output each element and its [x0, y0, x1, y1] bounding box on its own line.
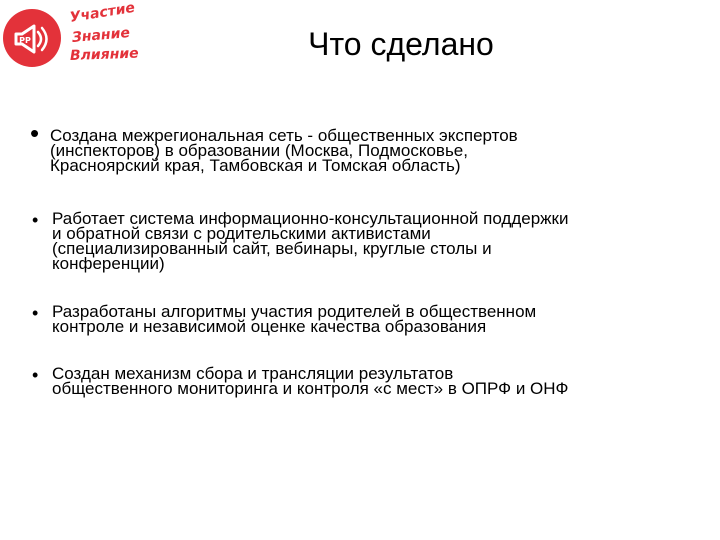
logo-text-participation: Участие: [68, 0, 137, 26]
bullet-marker: •: [32, 303, 39, 323]
bullet-text: Создан механизм сбора и трансляции результатов общественного мониторинга и контроля «с мест» в ОПРФ и ОНФ: [52, 364, 569, 398]
logo-badge: РР: [19, 36, 31, 45]
bullet-marker: •: [32, 365, 39, 385]
bullet-marker: •: [32, 210, 39, 230]
bullet-text: Работает система информационно-консультационной поддержки и обратной связи с родительскими активистами (специализированный сайт, вебинары, круглые столы и конференции): [52, 209, 569, 273]
bullet-text: Создана межрегиональная сеть - общественных экспертов (инспекторов) в образовании (Москва, Подмосковье, Красноярский края, Тамбовская и Томская область): [50, 126, 518, 175]
logo-text-knowledge: Знание: [71, 24, 131, 46]
logo-text-influence: Влияние: [69, 45, 139, 64]
bullet-text: Разработаны алгоритмы участия родителей в общественном контроле и независимой оценке качества образования: [52, 302, 537, 336]
bullet-marker: •: [30, 118, 40, 148]
slide-title: Что сделано: [308, 26, 494, 62]
